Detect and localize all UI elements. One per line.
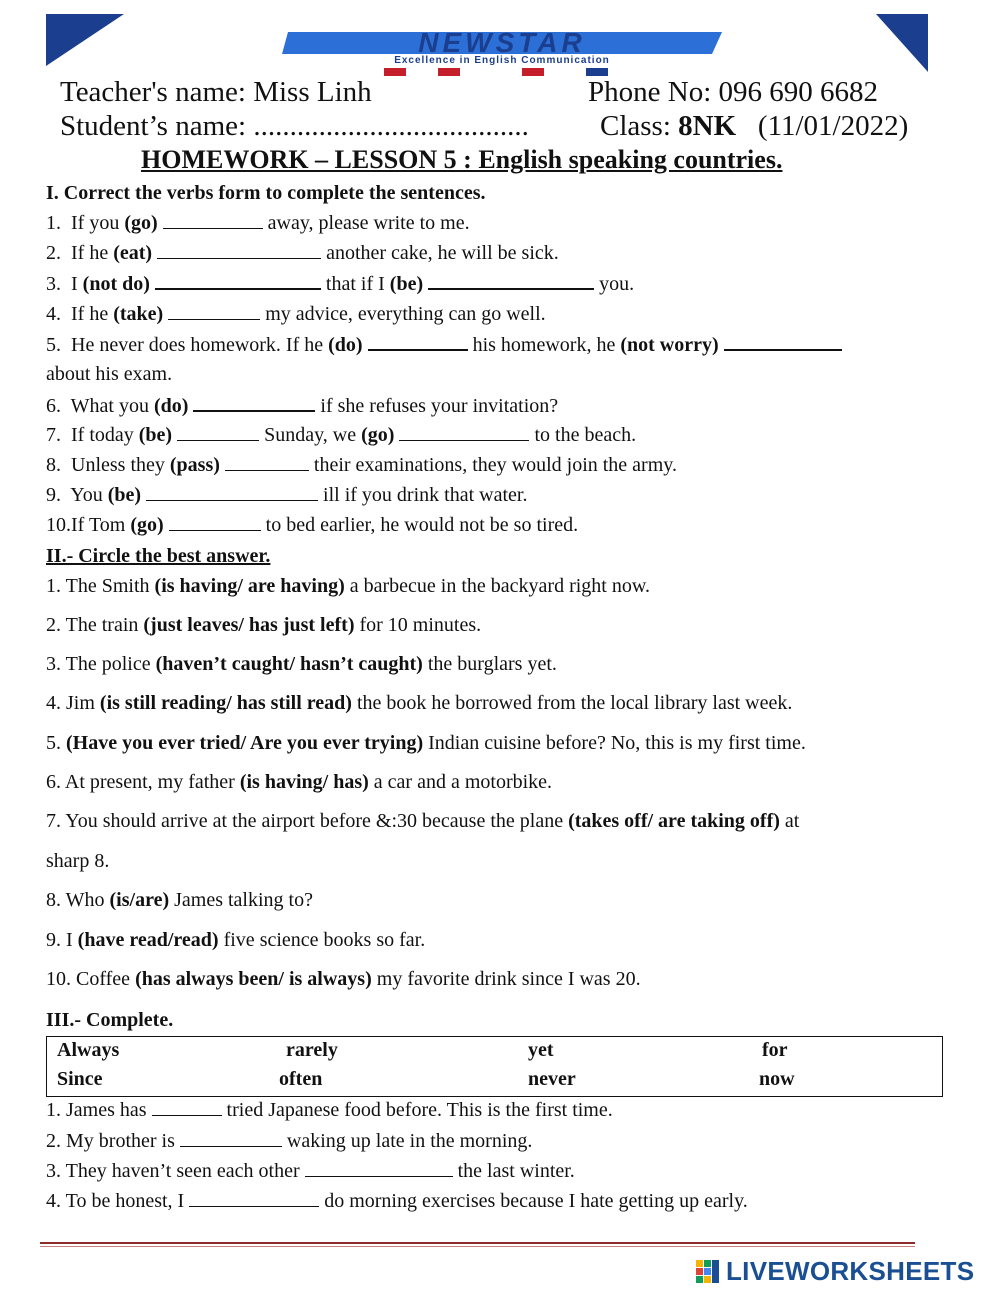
verb-cue: (be) [107,484,142,506]
item-text: I [71,273,83,295]
section-1-heading: I. Correct the verbs form to complete the sentences. [46,182,486,204]
exercise-2-item [46,732,806,755]
item-text: you. [594,273,635,295]
word-box [46,1036,943,1097]
answer-options[interactable]: (is/are) [109,889,170,911]
item-text: a barbecue in the backyard right now. [344,575,650,597]
item-text: tried Japanese food before. This is the first time. [221,1099,613,1121]
brand-tagline: Excellence in English Communication [394,55,610,66]
verb-cue: (be) [389,273,424,295]
exercise-1-item [46,514,578,537]
item-text: 4. To be honest, I [46,1190,190,1212]
item-text: What you [70,395,154,417]
answer-blank[interactable] [724,333,842,351]
item-text: my advice, everything can go well. [260,303,546,325]
item-text: He never does homework. If he [71,334,329,356]
exercise-2-item [46,653,557,676]
flag-icon [384,68,406,76]
item-text: Sunday, we [259,424,362,446]
exercise-2-item [46,929,425,952]
phone-number: Phone No: 096 690 6682 [588,76,878,108]
liveworksheets-text: LIVEWORKSHEETS [726,1256,975,1286]
verb-cue: (go) [124,212,158,234]
item-text: If he [71,242,114,264]
item-number: 7. [46,424,71,446]
item-text: If he [71,303,114,325]
exercise-2-item [46,810,799,833]
exercise-2-item [46,614,481,637]
student-name-line: Student’s name: ...................................... [60,110,529,142]
item-text: another cake, he will be sick. [321,242,559,264]
word-option: never [528,1068,576,1090]
answer-blank[interactable] [399,424,529,441]
answer-blank[interactable] [368,333,468,351]
word-option: yet [528,1039,554,1061]
item-text: You [70,484,108,506]
item-text: If Tom [71,514,131,536]
exercise-1-item [46,242,559,265]
item-text: his homework, he [467,334,621,356]
item-number: 10. [46,514,71,536]
word-option: for [762,1039,788,1061]
exercise-1-item [46,424,636,447]
answer-options[interactable]: (is having/ are having) [154,575,345,597]
exercise-2-item [46,575,650,598]
item-text: do morning exercises because I hate getting up early. [319,1190,748,1212]
item-text: 3. The police [46,653,156,675]
word-option: now [759,1068,795,1090]
exercise-3-item [46,1130,532,1153]
section-3-heading: III.- Complete. [46,1009,174,1031]
item-number: 2. [46,242,71,264]
verb-cue: (eat) [113,242,153,264]
item-text: Unless they [71,454,170,476]
flag-icon [586,68,608,76]
item-text: 6. At present, my father [46,771,240,793]
answer-blank[interactable] [155,272,321,290]
section-2-heading: II.- Circle the best answer. [46,545,271,567]
item-text: waking up late in the morning. [281,1130,533,1152]
answer-options[interactable]: (takes off/ are taking off) [568,810,780,832]
item-text: 1. The Smith [46,575,155,597]
item-number: 3. [46,273,71,295]
item-text: 1. James has [46,1099,152,1121]
word-option: Since [57,1068,103,1090]
item-number: 1. [46,212,71,234]
word-option: Always [57,1039,120,1061]
item-continuation: sharp 8. [46,850,110,872]
date: (11/01/2022) [736,110,909,142]
answer-blank[interactable] [163,212,263,229]
exercise-3-item [46,1099,613,1122]
exercise-1-item [46,272,634,296]
item-number: 6. [46,395,71,417]
item-text: 2. My brother is [46,1130,180,1152]
answer-blank[interactable] [305,1160,453,1177]
verb-cue: (go) [361,424,395,446]
item-text: to bed earlier, he would not be so tired. [260,514,579,536]
item-text: 4. Jim [46,692,100,714]
item-text: 3. They haven’t seen each other [46,1160,305,1182]
verb-cue: (be) [138,424,173,446]
item-text: 5. [46,732,66,754]
answer-blank[interactable] [428,272,594,290]
item-text: 10. Coffee [46,968,136,990]
exercise-2-item [46,771,552,794]
word-option: often [279,1068,323,1090]
flag-icon [522,68,544,76]
exercise-1-item [46,333,842,357]
exercise-3-item [46,1190,748,1213]
answer-options[interactable]: (just leaves/ has just left) [143,614,355,636]
item-text: If today [71,424,139,446]
exercise-1-item [46,484,527,507]
class-label: Class: [600,110,679,142]
item-text: 7. You should arrive at the airport before &:30 because the plane [46,810,569,832]
class-info [600,110,908,143]
exercise-2-item [46,968,641,991]
answer-blank[interactable] [169,514,261,531]
answer-blank[interactable] [146,484,318,501]
item-text: away, please write to me. [262,212,470,234]
answer-blank[interactable] [180,1130,282,1147]
teacher-name: Teacher's name: Miss Linh [60,76,372,108]
exercise-1-item [46,212,470,235]
verb-cue: (pass) [169,454,220,476]
footer-rule [40,1242,915,1244]
verb-cue: (not do) [82,273,150,295]
item-text: ill if you drink that water. [318,484,528,506]
exercise-1-item [46,394,558,418]
exercise-1-item [46,454,677,477]
answer-blank[interactable] [225,454,309,471]
footer-rule [40,1246,915,1247]
item-text: five science books so far. [218,929,426,951]
banner-right-corner [876,14,928,72]
item-text: James talking to? [169,889,313,911]
item-text: to the beach. [529,424,637,446]
answer-options[interactable]: (has always been/ is always) [135,968,372,990]
verb-cue: (go) [130,514,164,536]
item-text: 8. Who [46,889,110,911]
answer-blank[interactable] [177,424,259,441]
answer-blank[interactable] [157,242,321,259]
liveworksheets-logo[interactable] [696,1256,996,1288]
item-text: Indian cuisine before? No, this is my first time. [423,732,806,754]
answer-options[interactable]: (have read/read) [77,929,219,951]
item-text: the book he borrowed from the local library last week. [351,692,793,714]
brand-logo-text: NEWSTAR [418,27,586,58]
item-text: their examinations, they would join the army. [308,454,677,476]
class-value: 8NK [678,110,737,142]
item-text: 9. I [46,929,78,951]
verb-cue: (not worry) [620,334,719,356]
item-text: if she refuses your invitation? [315,395,559,417]
page-title: HOMEWORK – LESSON 5 : English speaking countries. [141,145,783,174]
item-text: 2. The train [46,614,144,636]
item-text: the last winter. [452,1160,575,1182]
item-text: that if I [320,273,390,295]
verb-cue: (take) [113,303,164,325]
item-number: 5. [46,334,71,356]
item-text: at [779,810,800,832]
answer-blank[interactable] [152,1099,222,1116]
exercise-2-item [46,692,792,715]
newstar-banner [46,14,928,76]
item-text: a car and a motorbike. [368,771,553,793]
exercise-1-item [46,303,546,326]
answer-options[interactable]: (haven’t caught/ hasn’t caught) [155,653,423,675]
verb-cue: (do) [153,395,189,417]
answer-options[interactable]: (Have you ever tried/ Are you ever trying) [66,732,424,754]
answer-blank[interactable] [193,394,315,412]
exercise-2-item [46,889,313,912]
banner-left-corner [46,14,124,66]
word-option: rarely [286,1039,338,1061]
exercise-3-item [46,1160,575,1183]
item-number: 8. [46,454,71,476]
item-text: the burglars yet. [422,653,557,675]
item-number: 9. [46,484,71,506]
item-text: for 10 minutes. [354,614,482,636]
liveworksheets-icon [696,1260,720,1284]
item-text: my favorite drink since I was 20. [371,968,641,990]
answer-blank[interactable] [168,303,260,320]
answer-options[interactable]: (is having/ has) [239,771,369,793]
flag-icon [438,68,460,76]
verb-cue: (do) [328,334,363,356]
item-number: 4. [46,303,71,325]
item-text: If you [71,212,125,234]
answer-blank[interactable] [189,1190,319,1207]
item-continuation: about his exam. [46,363,173,385]
answer-options[interactable]: (is still reading/ has still read) [99,692,352,714]
